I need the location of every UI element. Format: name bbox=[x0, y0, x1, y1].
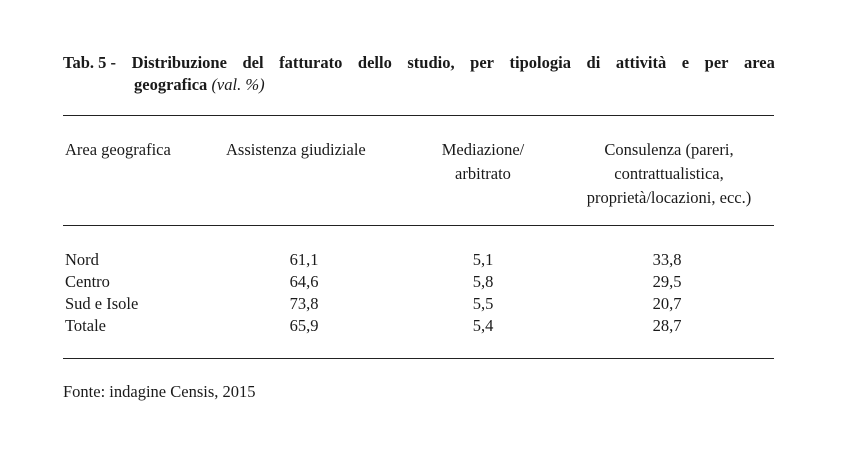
table-top-rule bbox=[63, 115, 774, 116]
caption-line-1 bbox=[63, 52, 775, 74]
caption-word: attività bbox=[615, 53, 667, 72]
table-header-rule bbox=[63, 225, 774, 226]
header-mediazione-line: arbitrato bbox=[455, 164, 511, 183]
header-mediazione-line: Mediazione/ bbox=[441, 140, 525, 159]
header-consulenza-line: proprietà/locazioni, ecc.) bbox=[586, 188, 752, 207]
header-mediazione bbox=[428, 138, 538, 186]
header-consulenza-line: contrattualistica, bbox=[614, 164, 724, 183]
table-cell: 20,7 bbox=[652, 294, 682, 313]
caption-label: Tab. 5 - bbox=[63, 53, 117, 72]
row-label: Centro bbox=[65, 272, 110, 291]
caption-line-2 bbox=[134, 74, 775, 96]
caption-word: studio, bbox=[407, 53, 455, 72]
caption-word: tipologia bbox=[509, 53, 571, 72]
header-consulenza-line: Consulenza (pareri, bbox=[604, 140, 734, 159]
table-cell: 61,1 bbox=[289, 250, 319, 269]
table-cell: 73,8 bbox=[289, 294, 319, 313]
row-label: Sud e Isole bbox=[65, 294, 139, 313]
table-caption bbox=[63, 52, 775, 96]
row-label: Totale bbox=[65, 316, 106, 335]
caption-word: per bbox=[704, 53, 729, 72]
header-assistenza-giudiziale: Assistenza giudiziale bbox=[226, 140, 366, 159]
table-cell: 5,8 bbox=[472, 272, 494, 291]
table-cell: 28,7 bbox=[652, 316, 682, 335]
caption-line2-bold: geografica bbox=[134, 75, 208, 94]
caption-word: per bbox=[470, 53, 494, 72]
table-cell: 5,1 bbox=[472, 250, 494, 269]
caption-word: Distribuzione bbox=[131, 53, 227, 72]
header-consulenza bbox=[566, 138, 772, 210]
caption-word: dello bbox=[357, 53, 392, 72]
caption-word: area bbox=[744, 53, 775, 72]
table-cell: 5,5 bbox=[472, 294, 494, 313]
table-cell: 29,5 bbox=[652, 272, 682, 291]
table-cell: 65,9 bbox=[289, 316, 319, 335]
row-label: Nord bbox=[65, 250, 99, 269]
table-bottom-rule bbox=[63, 358, 774, 359]
caption-word: di bbox=[586, 53, 601, 72]
header-area-geografica: Area geografica bbox=[65, 140, 171, 159]
caption-word: e bbox=[681, 53, 690, 72]
caption-word: fatturato bbox=[279, 53, 343, 72]
table-cell: 33,8 bbox=[652, 250, 682, 269]
caption-note: (val. %) bbox=[211, 75, 265, 94]
caption-word: del bbox=[242, 53, 264, 72]
table-cell: 64,6 bbox=[289, 272, 319, 291]
source-note: Fonte: indagine Censis, 2015 bbox=[63, 382, 256, 401]
table-cell: 5,4 bbox=[472, 316, 494, 335]
